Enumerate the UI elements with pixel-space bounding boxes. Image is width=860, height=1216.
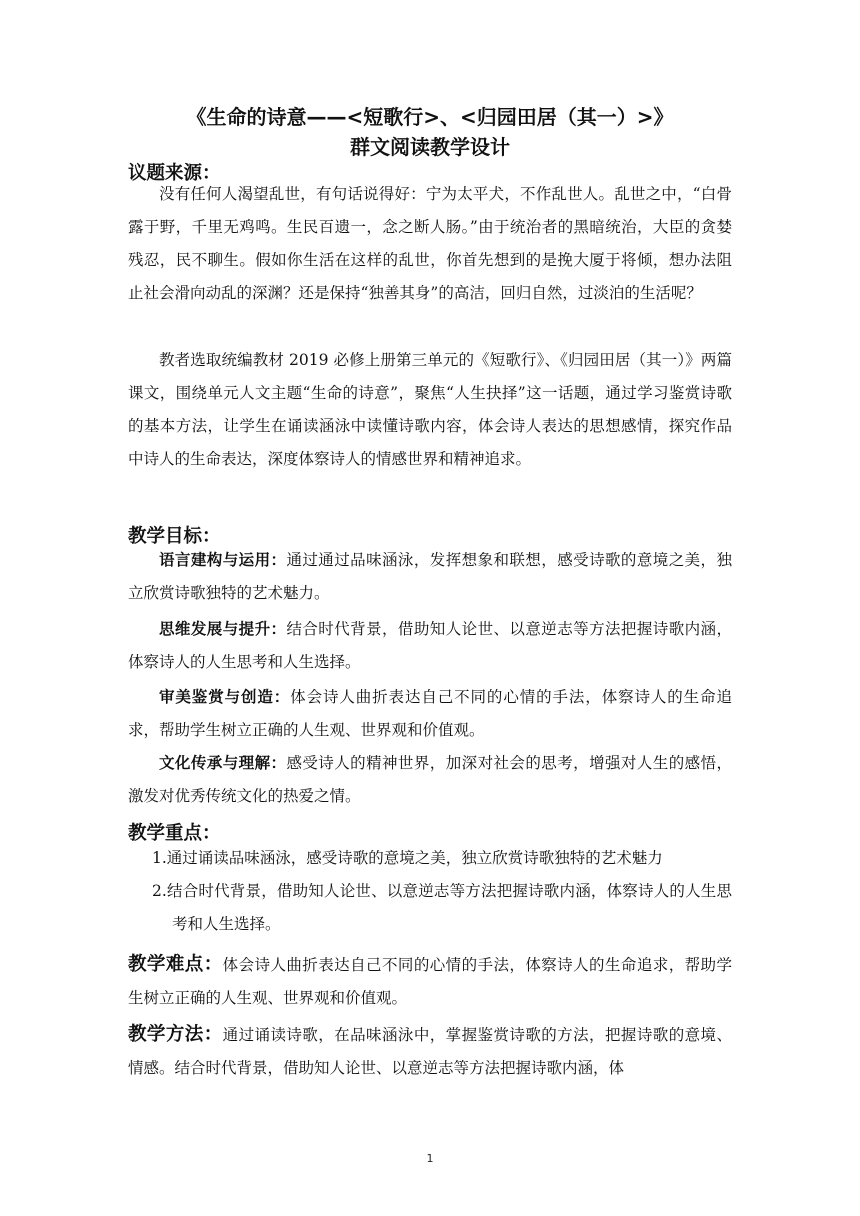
goal-label: 审美鉴赏与创造： bbox=[159, 688, 291, 706]
goal-label: 思维发展与提升： bbox=[159, 620, 287, 638]
source-paragraph-2: 教者选取统编教材 2019 必修上册第三单元的《短歌行》、《归园田居（其一）》两篇课文，围绕单元人文主题“生命的诗意”，聚焦“人生抉择”这一话题，通过学习鉴赏诗歌的基本方法，让学生在诵读涵泳中读懂诗歌内容，体会诗人表达的思想感情，探究作品中诗人的生命表达，深度体察诗人的情感世界和精神追求。 bbox=[128, 351, 732, 468]
goal-text: 通过通过品味涵泳，发挥想象和联想，感受诗歌的意境之美，独立欣赏诗歌独特的艺术魅力。 bbox=[128, 551, 732, 602]
goal-item bbox=[128, 747, 732, 813]
goal-label: 语言建构与运用： bbox=[159, 551, 287, 569]
goals-heading: 教学目标： bbox=[128, 526, 221, 547]
goal-item bbox=[128, 613, 732, 679]
difficulty-text: 体会诗人曲折表达自己不同的心情的手法，体察诗人的生命追求，帮助学生树立正确的人生观、世界观和价值观。 bbox=[128, 956, 732, 1007]
method-label: 教学方法： bbox=[128, 1024, 223, 1045]
difficulty-label: 教学难点： bbox=[128, 954, 223, 975]
difficulty-paragraph bbox=[128, 948, 732, 1015]
document-subtitle: 群文阅读教学设计 bbox=[350, 135, 510, 159]
goal-text: 结合时代背景，借助知人论世、以意逆志等方法把握诗歌内涵，体察诗人的人生思考和人生选择。 bbox=[128, 620, 732, 671]
list-item: 1.通过诵读品味涵泳，感受诗歌的意境之美，独立欣赏诗歌独特的艺术魅力 bbox=[152, 849, 663, 867]
goal-text: 体会诗人曲折表达自己不同的心情的手法，体察诗人的生命追求，帮助学生树立正确的人生观、世界观和价值观。 bbox=[128, 688, 732, 739]
key-points-list bbox=[128, 842, 732, 941]
method-text: 通过诵读诗歌，在品味涵泳中，掌握鉴赏诗歌的方法，把握诗歌的意境、情感。结合时代背景，借助知人论世、以意逆志等方法把握诗歌内涵，体 bbox=[128, 1026, 732, 1077]
source-heading: 议题来源： bbox=[128, 163, 221, 184]
goal-item bbox=[128, 544, 732, 610]
key-points-heading: 教学重点： bbox=[128, 823, 221, 844]
goal-text: 感受诗人的精神世界，加深对社会的思考，增强对人生的感悟，激发对优秀传统文化的热爱之情。 bbox=[128, 754, 732, 805]
page-number: 1 bbox=[426, 1152, 434, 1165]
goal-label: 文化传承与理解： bbox=[159, 754, 287, 772]
method-paragraph bbox=[128, 1018, 732, 1085]
goal-item bbox=[128, 681, 732, 747]
source-paragraph-1: 没有任何人渴望乱世，有句话说得好：宁为太平犬，不作乱世人。乱世之中，“白骨露于野，千里无鸡鸣。生民百遗一，念之断人肠。”由于统治者的黑暗统治，大臣的贪婪残忍，民不聊生。假如你生活在这样的乱世，你首先想到的是挽大厦于将倾，想办法阻止社会滑向动乱的深渊？还是保持“独善其身”的高洁，回归自然，过淡泊的生活呢？ bbox=[128, 185, 732, 302]
list-item: 2.结合时代背景，借助知人论世、以意逆志等方法把握诗歌内涵，体察诗人的人生思考和人生选择。 bbox=[152, 882, 732, 933]
document-title: 《生命的诗意——<短歌行>、<归园田居（其一）>》 bbox=[186, 105, 674, 129]
